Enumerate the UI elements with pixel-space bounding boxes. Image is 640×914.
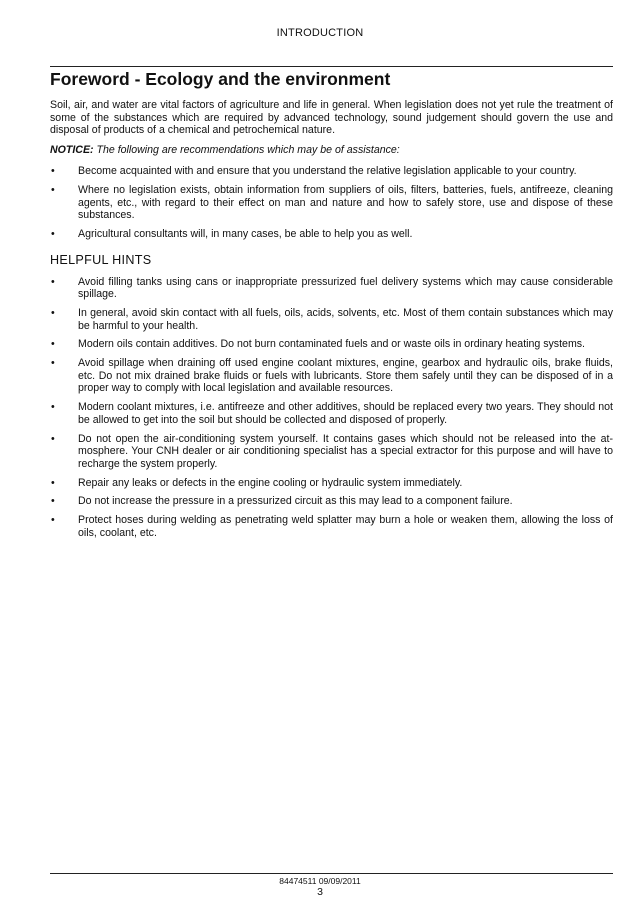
bullet-icon: • [51,514,55,527]
list-item [50,165,613,178]
list-item [50,307,613,332]
document-id: 84474511 09/09/2011 [279,876,361,886]
list-item-text: Avoid spillage when draining off used engine coolant mixtures, engine, gearbox and hydraulic oils, brake fluids, etc. Do not mix drained brake fluids or fuels with lubricants. Store them safely until they can be disposed of in a proper way to comply with local legislation and available resources. [78,357,613,395]
list-item-text: Repair any leaks or defects in the engine cooling or hydraulic system immediately. [78,476,463,489]
notice-label: NOTICE: [50,143,94,156]
list-item-text: Modern coolant mixtures, i.e. antifreeze and other additives, should be replaced every two years. They should not be allowed to get into the soil but should be collected and disposed of properly. [78,401,613,426]
list-item-text: Become acquainted with and ensure that you understand the relative legislation applicable to your country. [78,165,577,178]
list-item-text: Do not open the air-conditioning system yourself. It contains gases which should not be released into the at-mosphere. Your CNH dealer or air conditioning specialist has a special extractor for this purpose and will have to recharge the system properly. [78,432,613,470]
bullet-icon: • [51,476,55,489]
list-item [50,357,613,395]
list-item-text: Modern oils contain additives. Do not burn contaminated fuels and or waste oils in ordinary heating systems. [78,338,586,351]
list-item-text: Where no legislation exists, obtain information from suppliers of oils, filters, batteries, fuels, antifreeze, cleaning agents, etc., with regard to their effect on man and nature and how to safely store, use and dispose of these substances. [78,184,613,222]
bullet-icon: • [51,307,55,320]
title-rule [50,66,613,67]
bullet-icon: • [51,165,55,178]
page-number: 3 [317,886,323,898]
list-item [50,276,613,301]
bullet-icon: • [51,184,55,197]
list-item [50,433,613,471]
list-item [50,184,613,222]
list-item [50,228,613,241]
notice-text: The following are recommendations which may be of assistance: [93,143,400,156]
bullet-icon: • [51,495,55,508]
list-item-text: Agricultural consultants will, in many cases, be able to help you as well. [78,228,413,241]
list-item [50,495,613,508]
section-heading: HELPFUL HINTS [50,252,152,267]
recommendations-list [50,165,613,240]
bullet-icon: • [51,275,55,288]
list-item-text: Do not increase the pressure in a pressurized circuit as this may lead to a component failure. [78,495,513,508]
list-item [50,514,613,539]
hints-list [50,276,613,540]
list-item-text: In general, avoid skin contact with all fuels, oils, acids, solvents, etc. Most of them contain substances which may be harmful to your health. [78,307,613,332]
page-title: Foreword - Ecology and the environment [50,69,391,89]
bullet-icon: • [51,357,55,370]
list-item-text: Avoid filling tanks using cans or inappropriate pressurized fuel delivery systems which may cause considerable spillage. [78,275,613,301]
page-content [50,69,613,546]
bullet-icon: • [51,338,55,351]
bullet-icon: • [51,401,55,414]
bullet-icon: • [51,432,55,445]
list-item [50,401,613,426]
list-item-text: Protect hoses during welding as penetrating weld splatter may burn a hole or weaken them, allowing the loss of oils, coolant, etc. [78,514,613,539]
bullet-icon: • [51,228,55,241]
footer-rule [50,873,613,874]
list-item [50,477,613,490]
notice-paragraph [50,144,613,157]
intro-paragraph: Soil, air, and water are vital factors of agriculture and life in general. When legislation does not yet rule the treatment of some of the substances which are required by advanced technology, sound judgement should govern the use and disposal of products of a chemical and petrochemical nature. [50,99,613,137]
list-item [50,338,613,351]
running-header: INTRODUCTION [276,27,364,39]
